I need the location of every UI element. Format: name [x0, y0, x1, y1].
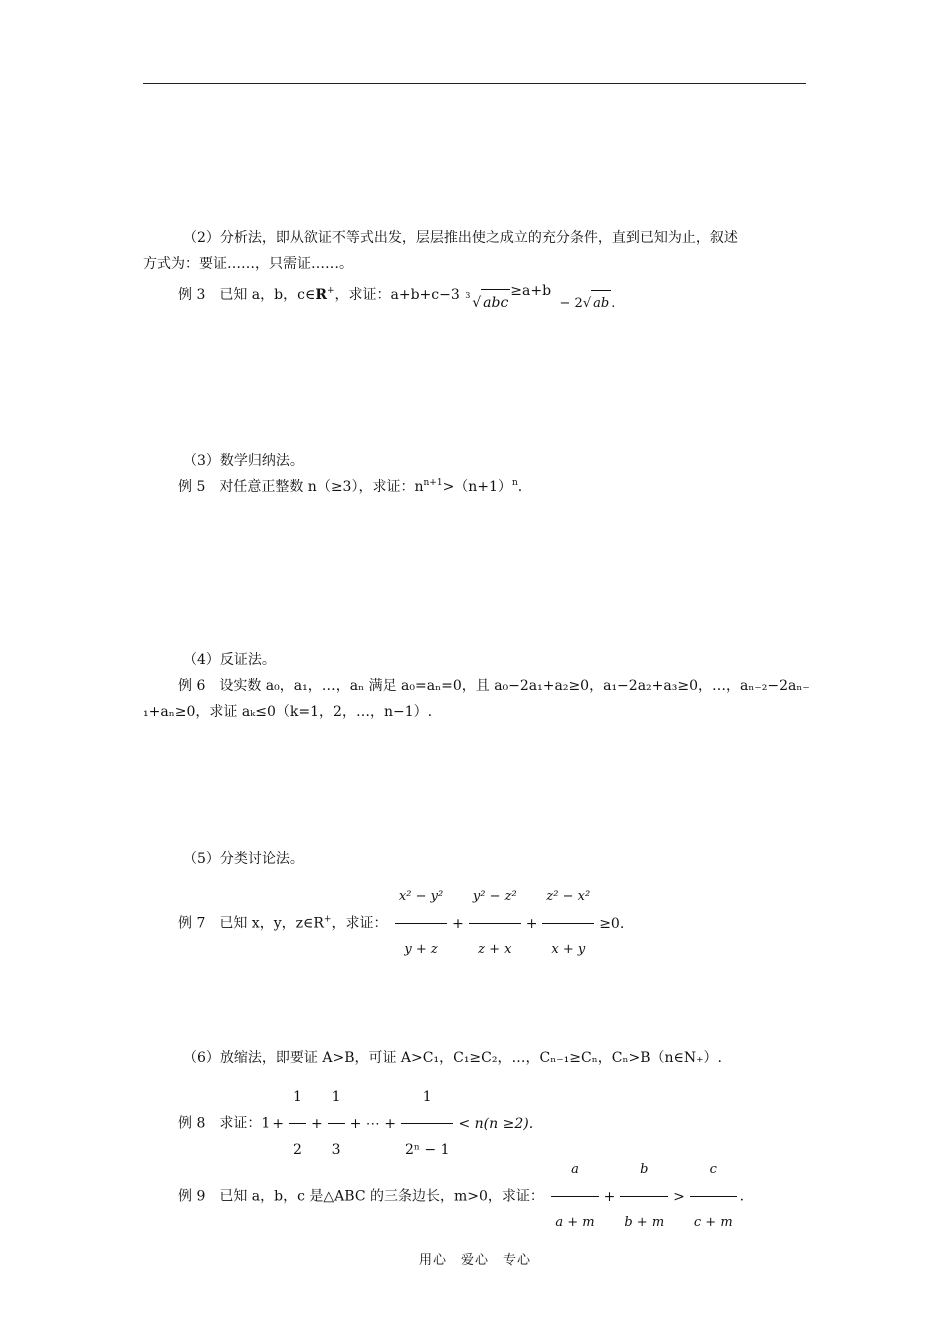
ex7-prefix: 例 7 已知 x，y，z∈R — [178, 915, 324, 932]
ex7-f2-den: z + x — [478, 942, 512, 957]
ex9-gt: > — [673, 1188, 685, 1205]
ex7-f2-num: y² − z² — [469, 873, 521, 924]
example-5 — [178, 477, 522, 497]
ex9-fraction-2 — [620, 1146, 668, 1247]
ex7-f3-den: x + y — [551, 942, 586, 957]
ex8-f1-den: 2 — [293, 1142, 302, 1158]
ex7-plus-2: + — [525, 915, 538, 932]
ex7-fraction-3 — [542, 873, 594, 974]
example-7 — [178, 873, 626, 974]
ex9-f3-den: c + m — [693, 1215, 733, 1230]
cases-title: （5）分类讨论法。 — [183, 851, 304, 867]
ex3-prefix: 例 3 已知 a，b，c∈ — [178, 287, 316, 303]
ex7-mid: ，求证： — [331, 915, 388, 932]
ex8-prefix: 例 8 求证： — [178, 1115, 262, 1132]
ex9-plus: + — [603, 1188, 616, 1205]
ex9-prefix: 例 9 已知 a，b，c 是△ABC 的三条边长，m>0，求证： — [178, 1188, 544, 1205]
ex3-root2-body: ab — [591, 290, 611, 317]
ex5-end: . — [517, 479, 523, 495]
ex3-end: . — [611, 296, 616, 311]
ex5-prefix: 例 5 对任意正整数 n（≥3），求证：n — [178, 479, 424, 495]
page-footer: 用心 爱心 专心 — [418, 1253, 531, 1268]
example-6-line2: ₁+aₙ≥0，求证 aₖ≤0（k=1，2，…，n−1）. — [143, 704, 433, 720]
example-6-line1: 例 6 设实数 a₀，a₁，…，aₙ 满足 a₀=aₙ=0，且 a₀−2a₁+a₂≥0，a₁−2a₂+a₃≥0，…，aₙ₋₂−2aₙ₋ — [178, 678, 810, 694]
analysis-line2: 方式为：要证……，只需证……。 — [143, 256, 353, 272]
ex8-f1-num: 1 — [289, 1073, 306, 1124]
ex9-f2-num: b — [620, 1146, 668, 1197]
ex3-root-body: abc — [481, 289, 510, 316]
ex7-f1-den: y + z — [404, 942, 438, 957]
ex3-root-index: 3 — [465, 291, 471, 300]
ex9-fraction-3 — [690, 1146, 737, 1247]
ex9-f1-num: a — [551, 1146, 598, 1197]
ex9-f3-num: c — [690, 1146, 737, 1197]
ex3-cube-root: 3 √ abc — [472, 289, 510, 316]
analysis-line1: （2）分析法，即从欲证不等式出发，层层推出使之成立的充分条件，直到已知为止，叙述 — [183, 230, 738, 246]
ex5-mid: >（n+1） — [442, 479, 512, 495]
induction-title: （3）数学归纳法。 — [183, 453, 304, 469]
ex8-plus-1: + — [272, 1115, 285, 1132]
ex5-sup2: n — [511, 478, 518, 488]
ex3-set-R: R — [315, 287, 327, 303]
ex9-f2-den: b + m — [624, 1215, 665, 1230]
contradiction-title: （4）反证法。 — [183, 652, 276, 668]
example-9 — [178, 1146, 744, 1247]
ex8-f3-num: 1 — [401, 1073, 454, 1124]
ex8-f2-den: 3 — [331, 1142, 341, 1158]
ex9-end: . — [739, 1188, 745, 1205]
ex8-end: < n(n ≥2). — [458, 1115, 534, 1132]
ex3-set-plus: + — [326, 286, 335, 296]
header-rule — [143, 83, 806, 84]
ex8-f2-num: 1 — [328, 1073, 345, 1124]
ex7-fraction-2 — [469, 873, 521, 974]
ex7-fraction-1 — [395, 873, 447, 974]
ex9-f1-den: a + m — [555, 1215, 595, 1230]
ex7-plus: + — [323, 914, 332, 925]
ex9-fraction-1 — [551, 1146, 598, 1247]
ex3-after: ≥a+b — [510, 283, 552, 299]
ex8-plus-2: + — [310, 1115, 323, 1132]
ex7-end: ≥0. — [599, 915, 625, 932]
ex3-mid: ，求证：a+b+c−3 — [334, 287, 460, 303]
ex5-sup1: n+1 — [423, 478, 443, 488]
ex7-f3-num: z² − x² — [542, 873, 594, 924]
ex8-one: 1 — [261, 1115, 271, 1132]
ex3-tail: − 2√ ab . — [560, 296, 616, 311]
ex8-dots: + ⋯ + — [349, 1115, 396, 1132]
scaling-title: （6）放缩法，即要证 A>B，可证 A>C₁，C₁≥C₂，…，Cₙ₋₁≥Cₙ，Cₙ>B（n∈N₊）. — [183, 1050, 723, 1066]
ex8-f3-den: 2ⁿ − 1 — [404, 1142, 450, 1158]
ex7-f1-num: x² − y² — [395, 873, 447, 924]
ex3-tail-text: − 2 — [559, 296, 583, 311]
example-3 — [178, 281, 615, 309]
ex7-plus-1: + — [452, 915, 464, 932]
